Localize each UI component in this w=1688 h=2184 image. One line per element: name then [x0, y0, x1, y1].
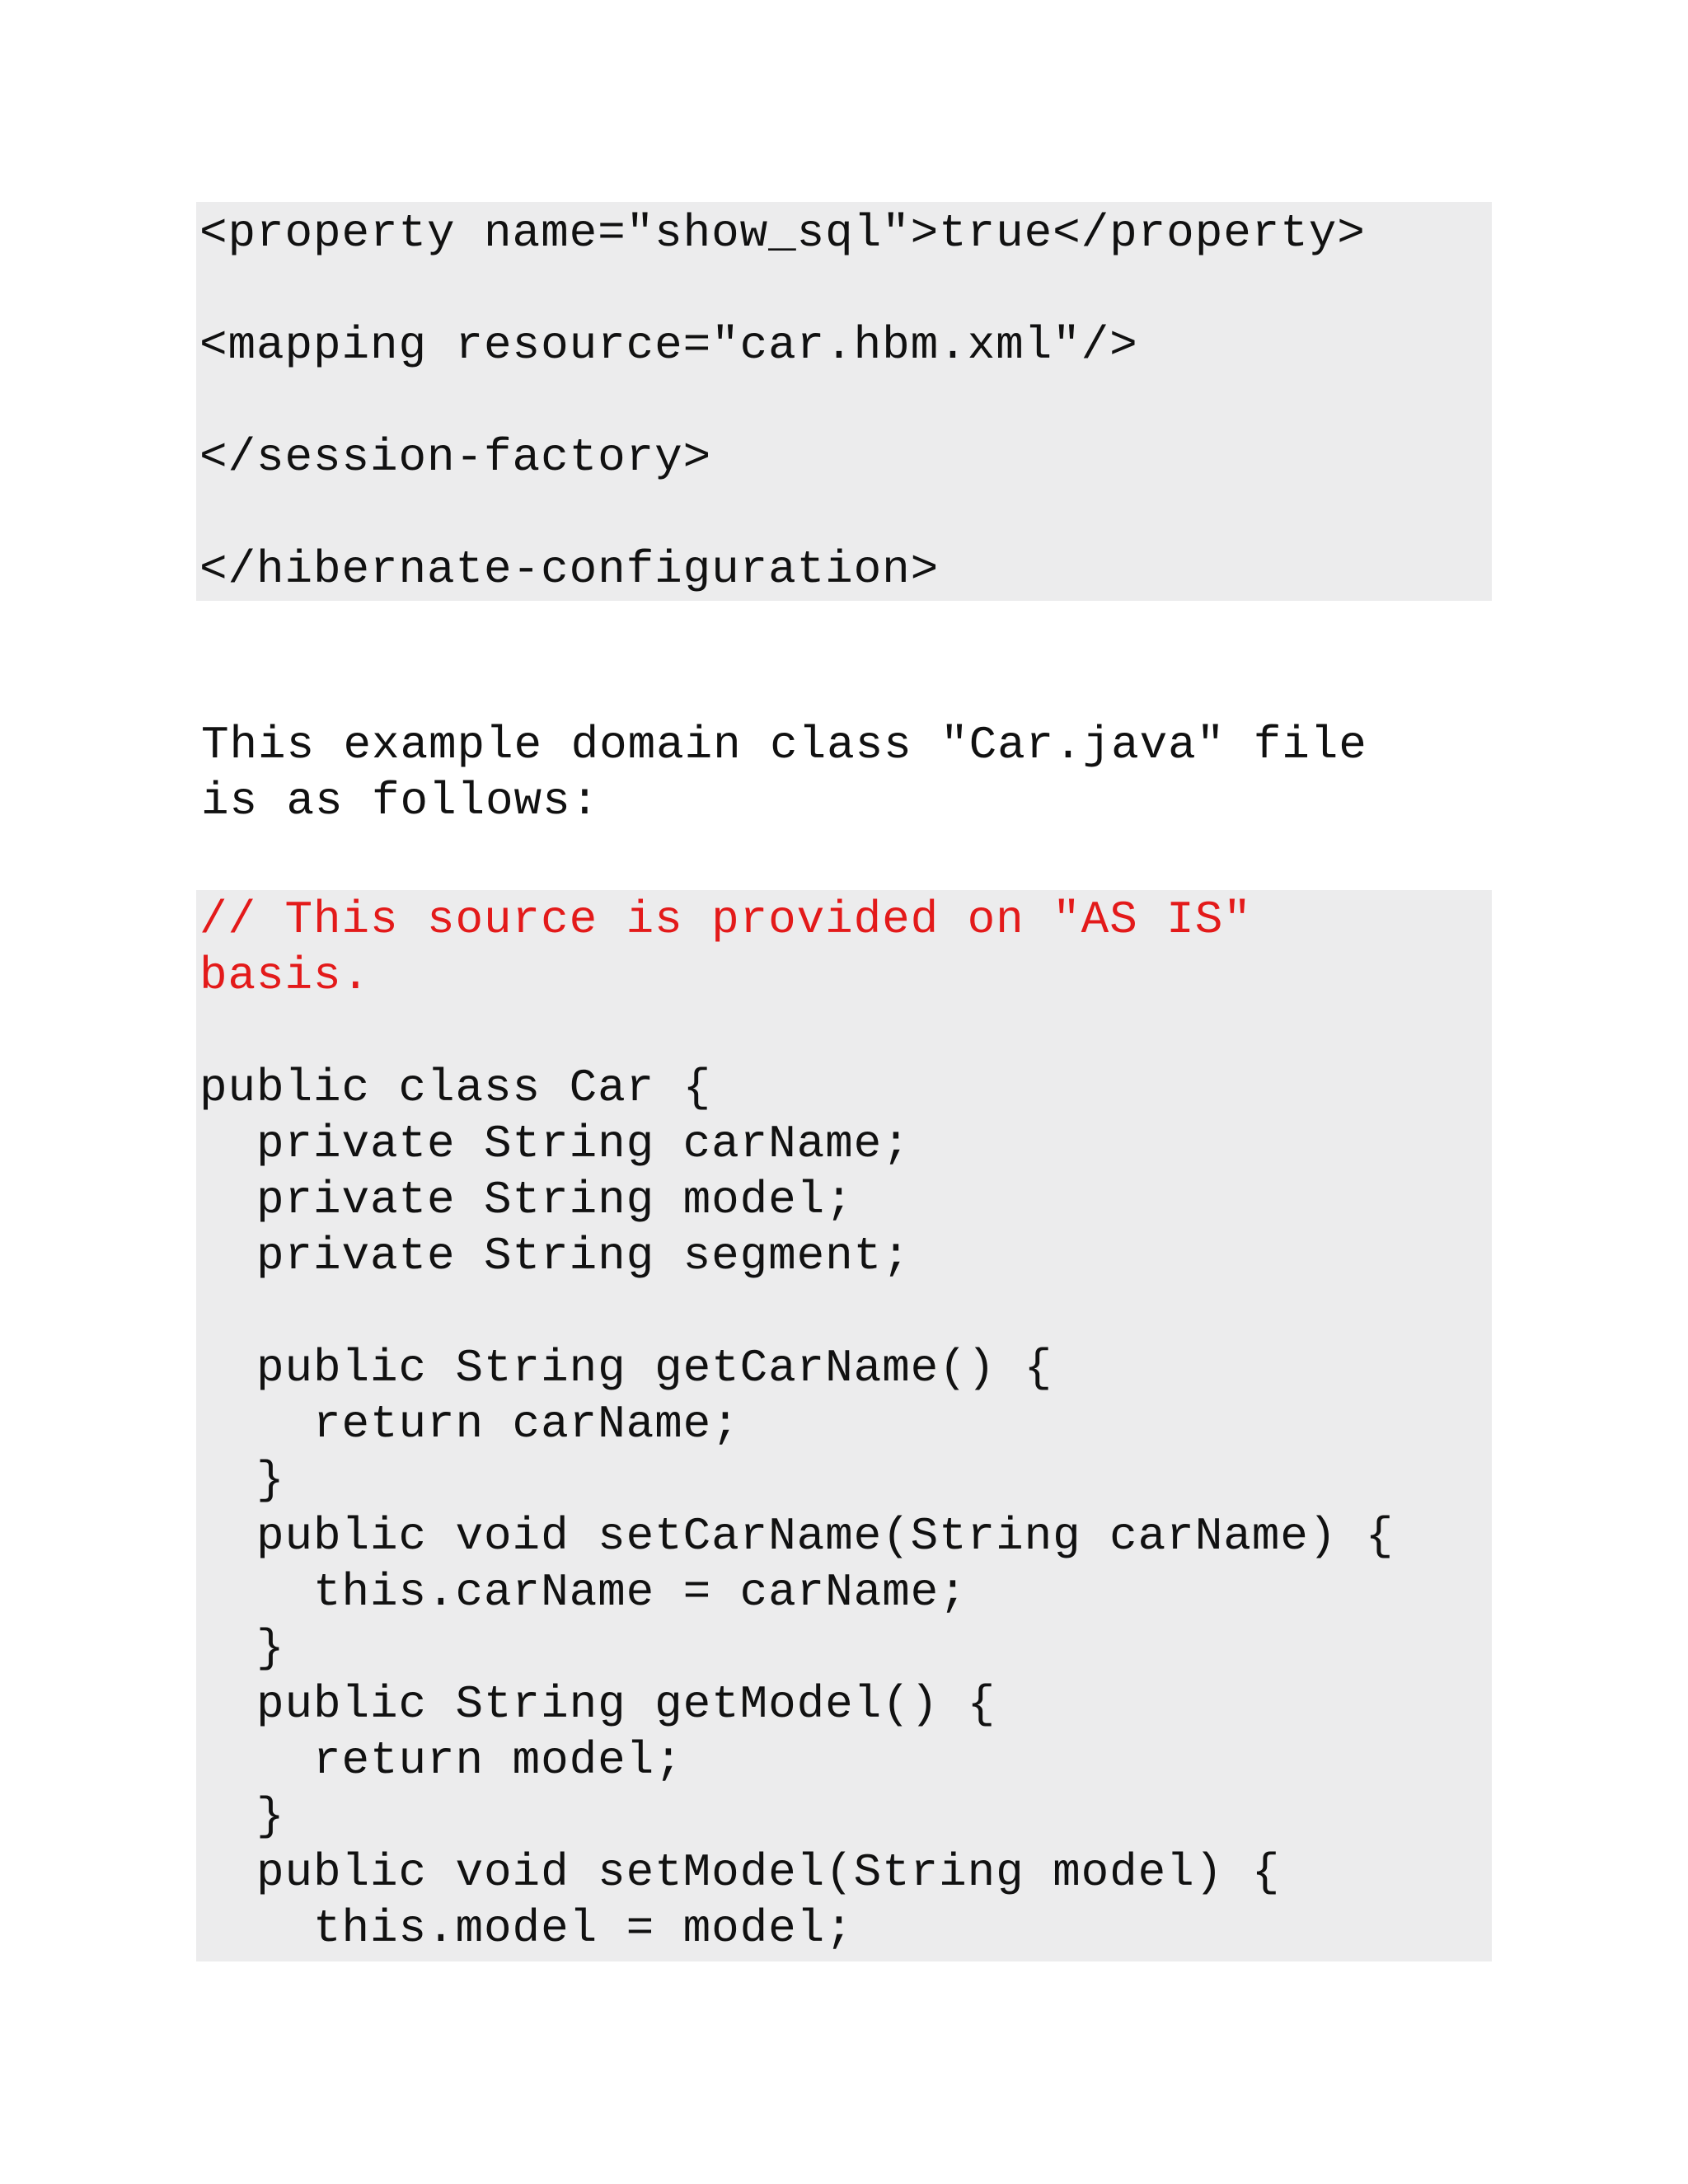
intro-line-1: This example domain class "Car.java" file	[201, 719, 1367, 771]
code-line: public String getModel() {	[199, 1678, 996, 1731]
intro-paragraph	[201, 717, 1487, 829]
code-line: private String model;	[199, 1174, 854, 1226]
code-line: }	[199, 1454, 285, 1507]
xml-code-block	[196, 202, 1492, 601]
code-line: return carName;	[199, 1398, 740, 1451]
code-line: public class Car {	[199, 1062, 712, 1114]
code-comment-line: // This source is provided on "AS IS"	[199, 893, 1252, 946]
code-line: </session-factory>	[199, 431, 712, 484]
code-line: this.model = model;	[199, 1902, 854, 1955]
intro-line-2: is as follows:	[201, 775, 600, 827]
code-line: }	[199, 1622, 285, 1675]
code-line: </hibernate-configuration>	[199, 543, 940, 596]
code-line: return model;	[199, 1734, 683, 1787]
code-line: private String segment;	[199, 1230, 911, 1282]
code-line: public String getCarName() {	[199, 1342, 1053, 1394]
code-line: this.carName = carName;	[199, 1566, 968, 1619]
code-comment-line: basis.	[199, 949, 371, 1002]
code-line: <property name="show_sql">true</property>	[199, 207, 1366, 260]
code-line: private String carName;	[199, 1118, 911, 1170]
code-line: <mapping resource="car.hbm.xml"/>	[199, 319, 1138, 372]
code-line: public void setModel(String model) {	[199, 1846, 1281, 1899]
java-code-block	[196, 890, 1492, 1961]
code-line: public void setCarName(String carName) {	[199, 1510, 1395, 1563]
code-line: }	[199, 1790, 285, 1843]
